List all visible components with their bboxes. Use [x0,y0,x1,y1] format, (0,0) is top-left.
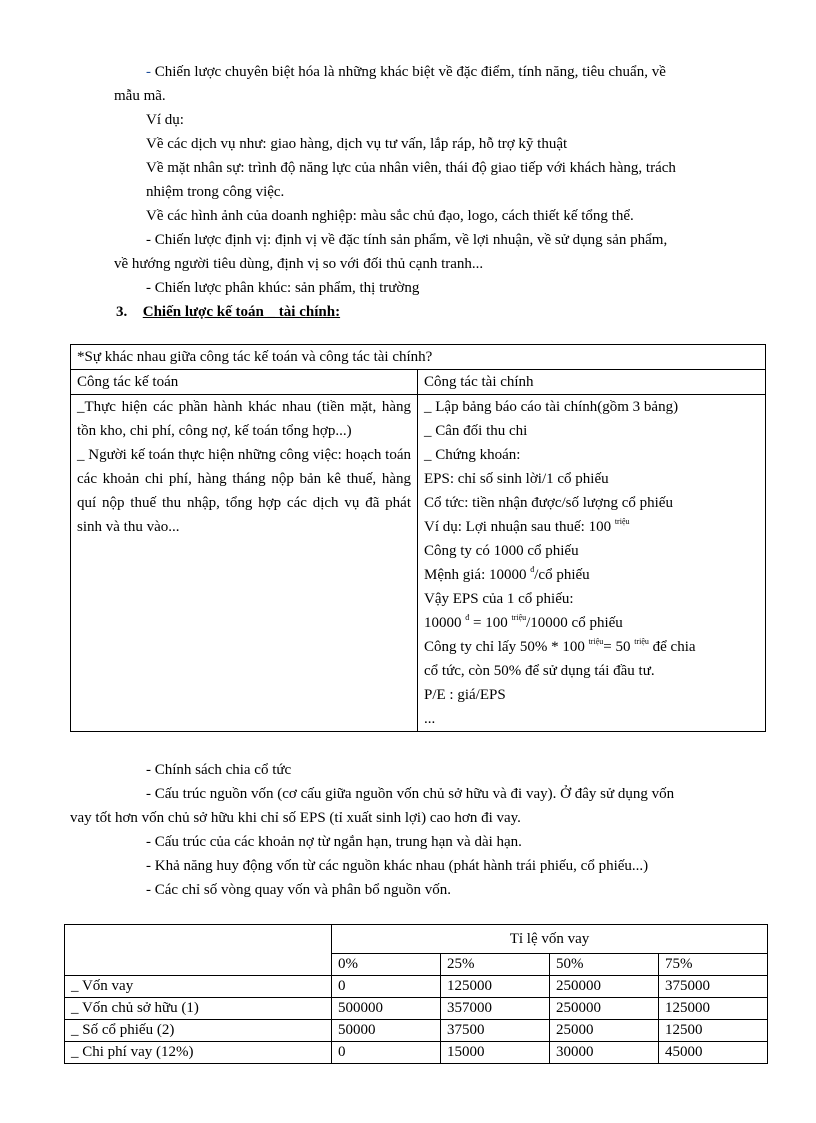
finance-line: P/E : giá/EPS [424,687,506,703]
finance-line [424,515,759,539]
accounting-cell [71,395,418,732]
table-cell: 15000 [441,1042,550,1064]
finance-line: _ Chứng khoán: [424,447,521,463]
accounting-paragraph-2: _ Người kế toán thực hiện những công việc: hoạch toán các khoản chi phí, hàng tháng nộp bản kê thuế, hàng quí nộp thuế thu nhập, tổng hợp các dịch vụ đã phát sinh và thu vào... [77,447,411,535]
table-cell: 500000 [332,998,441,1020]
table-corner-cell [65,925,332,976]
table-row [65,1020,768,1042]
finance-text: 10000 [424,615,466,631]
table-question: *Sự khác nhau giữa công tác kế toán và công tác tài chính? [71,345,766,370]
paragraph-text: Về các hình ảnh của doanh nghiệp: màu sắc chủ đạo, logo, cách thiết kế tổng thể. [146,208,634,224]
bullet-item: - Các chỉ số vòng quay vốn và phân bổ nguồn vốn. [146,882,451,898]
strategy-line-1 [146,62,666,82]
finance-text: = 100 [469,615,512,631]
finance-cell [418,395,766,732]
row-label: _ Vốn vay [65,976,332,998]
unit-superscript: đ [465,613,470,622]
paragraph-text: Về mặt nhân sự: trình độ năng lực của nhân viên, thái độ giao tiếp với khách hàng, trách [146,160,676,176]
column-header: 0% [332,954,441,976]
table-cell: 250000 [550,976,659,998]
table-cell: 250000 [550,998,659,1020]
table-row [65,976,768,998]
finance-text: để chia [648,639,696,655]
finance-line: _ Lập bảng báo cáo tài chính(gồm 3 bảng) [424,399,679,415]
finance-line: _ Cân đối thu chi [424,423,528,439]
unit-superscript: triệu [614,517,630,526]
column-header: 25% [441,954,550,976]
comparison-table [70,344,766,732]
finance-text: Công ty chỉ lấy 50% * 100 [424,639,589,655]
column-header: 50% [550,954,659,976]
paragraph-text: mẫu mã. [114,88,166,104]
table-row [65,998,768,1020]
finance-text: /cổ phiếu [534,567,590,583]
bullet-item: - Chính sách chia cổ tức [146,762,292,778]
finance-line: cổ tức, còn 50% để sử dụng tái đầu tư. [424,663,655,679]
column-header-accounting: Công tác kế toán [71,370,418,395]
row-label: _ Chi phí vay (12%) [65,1042,332,1064]
finance-line: EPS: chỉ số sinh lời/1 cổ phiếu [424,471,609,487]
accounting-paragraph-1: _Thực hiện các phần hành khác nhau (tiền mặt, hàng tồn kho, chi phí, công nợ, kế toán tổng hợp...) [77,399,411,439]
finance-line: Cổ tức: tiền nhận được/số lượng cổ phiếu [424,495,673,511]
table-cell: 125000 [441,976,550,998]
table-cell: 37500 [441,1020,550,1042]
finance-line [424,563,759,587]
example-label: Ví dụ: [146,112,184,128]
finance-line: Vậy EPS của 1 cổ phiếu: [424,591,574,607]
column-header: 75% [659,954,768,976]
table-cell: 0 [332,1042,441,1064]
paragraph-text: - Chiến lược phân khúc: sản phẩm, thị trường [146,280,420,296]
unit-superscript: triệu [511,613,527,622]
section-heading [116,302,340,322]
finance-text: Ví dụ: Lợi nhuận sau thuế: 100 [424,519,615,535]
finance-text: Mệnh giá: 10000 [424,567,531,583]
finance-line: ... [424,711,436,727]
finance-text: = 50 [603,639,635,655]
row-label: _ Số cổ phiếu (2) [65,1020,332,1042]
unit-superscript: đ [530,565,535,574]
paragraph-text: về hướng người tiêu dùng, định vị so với đối thủ cạnh tranh... [114,256,484,272]
table-cell: 0 [332,976,441,998]
loan-ratio-table [64,924,768,1064]
table-cell: 125000 [659,998,768,1020]
paragraph-text: - Chiến lược định vị: định vị về đặc tính sản phẩm, về lợi nhuận, về sử dụng sản phẩm, [146,232,668,248]
unit-superscript: triệu [588,637,604,646]
bullet-item: - Cấu trúc của các khoản nợ từ ngắn hạn, trung hạn và dài hạn. [146,834,522,850]
bullet-item: - Cấu trúc nguồn vốn (cơ cấu giữa nguồn vốn chủ sở hữu và đi vay). Ở đây sử dụng vốn [146,786,675,802]
paragraph-text: Về các dịch vụ như: giao hàng, dịch vụ tư vấn, lắp ráp, hỗ trợ kỹ thuật [146,136,568,152]
finance-line [424,611,759,635]
heading-title: Chiến lược kế toán _ tài chính: [142,304,341,320]
bullet-item-continued: vay tốt hơn vốn chủ sở hữu khi chỉ số EPS (tỉ xuất sinh lợi) cao hơn đi vay. [70,810,521,826]
table-cell: 357000 [441,998,550,1020]
table-cell: 45000 [659,1042,768,1064]
paragraph-text: Chiến lược chuyên biệt hóa là những khác biệt về đặc điểm, tính năng, tiêu chuẩn, về [151,64,666,80]
bullet-dash: - [146,64,151,80]
table-cell: 30000 [550,1042,659,1064]
finance-text: /10000 cổ phiếu [526,615,623,631]
finance-line [424,635,759,659]
row-label: _ Vốn chủ sở hữu (1) [65,998,332,1020]
loan-ratio-group-header: Tỉ lệ vốn vay [332,925,768,954]
table-cell: 50000 [332,1020,441,1042]
column-header-finance: Công tác tài chính [418,370,766,395]
table-cell: 25000 [550,1020,659,1042]
paragraph-text: nhiệm trong công việc. [146,184,285,200]
unit-superscript: triệu [634,637,649,646]
heading-number: 3. [116,304,128,320]
bullet-item: - Khả năng huy động vốn từ các nguồn khác nhau (phát hành trái phiếu, cổ phiếu...) [146,858,649,874]
table-cell: 375000 [659,976,768,998]
table-row [65,1042,768,1064]
finance-line: Công ty có 1000 cổ phiếu [424,543,579,559]
table-cell: 12500 [659,1020,768,1042]
